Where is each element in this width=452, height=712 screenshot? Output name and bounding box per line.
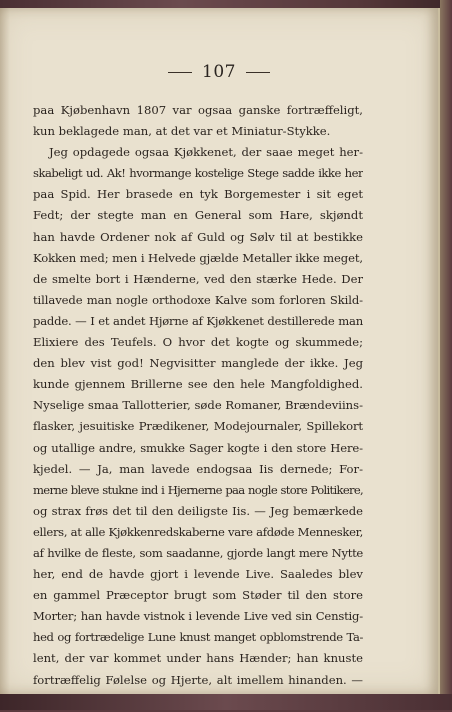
text-line: Fedt; der stegte man en General som Hare, skjøndt: [33, 208, 363, 223]
text-line: Morter; han havde vistnok i levende Live ved sin Censtig-: [33, 609, 363, 624]
text-line: skabeligt ud. Ak! hvormange kostelige Stege sadde ikke her: [33, 166, 363, 181]
text-line: merne bleve stukne ind i Hjernerne paa nogle store Politikere,: [33, 482, 363, 497]
text-line: Kokken med; men i Helvede gjælde Metaller ikke meget,: [33, 250, 363, 265]
text-line: Nyselige smaa Tallotterier, søde Romaner, Brændeviins-: [33, 398, 363, 413]
text-line: ellers, at alle Kjøkkenredskaberne vare afdøde Mennesker,: [33, 524, 363, 539]
text-line: tillavede man nogle orthodoxe Kalve som forloren Skild-: [33, 292, 363, 307]
text-line: padde. — I et andet Hjørne af Kjøkkenet destillerede man: [33, 313, 363, 328]
text-line: den blev vist god! Negvisitter manglede der ikke. Jeg: [33, 356, 363, 371]
text-line: hed og fortrædelige Lune knust manget opblomstrende Ta-: [33, 630, 363, 645]
text-line: en gammel Præceptor brugt som Støder til den store: [33, 588, 363, 603]
text-line: kunde gjennem Brillerne see den hele Mangfoldighed.: [33, 377, 363, 392]
book-cover-bottom: [0, 694, 452, 710]
text-line: paa Kjøbenhavn 1807 var ogsaa ganske fortræffeligt,: [33, 103, 363, 117]
text-line: kjedel. — Ja, man lavede endogsaa Iis dernede; For-: [33, 461, 363, 476]
text-line: Jeg opdagede ogsaa Kjøkkenet, der saae meget her-: [49, 145, 363, 160]
text-line: kun beklagede man, at det var et Miniatur-Stykke.: [33, 124, 331, 139]
page-number: 107: [202, 62, 236, 82]
text-line: her, end de havde gjort i levende Live. Saaledes blev: [33, 567, 363, 582]
header-dash-left: [168, 72, 192, 73]
page-edge: [440, 0, 452, 710]
text-line: af hvilke de fleste, som saadanne, gjorde langt mere Nytte: [33, 545, 363, 560]
text-line: lent, der var kommet under hans Hænder; han knuste: [33, 651, 363, 666]
book-page: [0, 8, 440, 694]
text-line: fortræffelig Følelse og Hjerte, alt imellem hinanden. —: [33, 672, 363, 687]
text-line: Elixiere des Teufels. O hvor det kogte og skummede;: [33, 335, 363, 350]
body-text: [33, 100, 363, 712]
header-dash-right: [246, 72, 270, 73]
text-line: og utallige andre, smukke Sager kogte i den store Here-: [33, 440, 363, 455]
text-line: de smelte bort i Hænderne, ved den stærke Hede. Der: [33, 271, 363, 286]
text-line: og strax frøs det til den deiligste Iis. — Jeg bemærkede: [33, 503, 363, 518]
text-line: han havde Ordener nok af Guld og Sølv til at bestikke: [33, 229, 363, 244]
page-header: [0, 60, 438, 84]
text-line: paa Spid. Her brasede en tyk Borgemester i sit eget: [33, 187, 363, 202]
text-line: flasker, jesuitiske Prædikener, Modejournaler, Spillekort: [33, 419, 363, 434]
